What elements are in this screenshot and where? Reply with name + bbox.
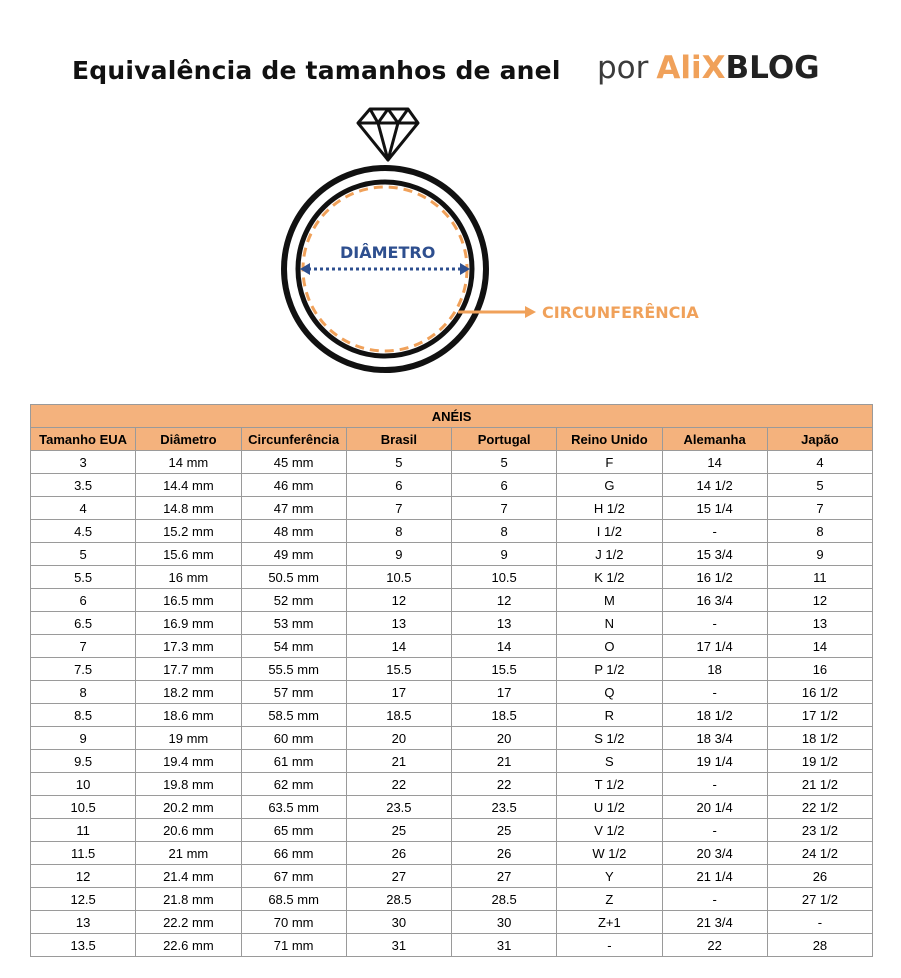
table-cell: 23 1/2	[767, 819, 872, 842]
table-cell: 30	[452, 911, 557, 934]
table-cell: 12.5	[31, 888, 136, 911]
table-row	[31, 796, 873, 819]
table-cell: 8	[31, 681, 136, 704]
table-cell: 7.5	[31, 658, 136, 681]
brand-logo	[597, 50, 820, 86]
table-cell: 14	[452, 635, 557, 658]
table-cell: I 1/2	[557, 520, 662, 543]
table-cell: 7	[31, 635, 136, 658]
table-cell: 19 1/2	[767, 750, 872, 773]
table-cell: R	[557, 704, 662, 727]
table-cell: 22	[452, 773, 557, 796]
table-cell: -	[767, 911, 872, 934]
table-cell: 28	[767, 934, 872, 957]
table-cell: 20 1/4	[662, 796, 767, 819]
ring-diagram	[0, 100, 901, 390]
table-cell: 9.5	[31, 750, 136, 773]
table-cell: 31	[346, 934, 451, 957]
table-cell: 16.9 mm	[136, 612, 241, 635]
table-cell: 12	[346, 589, 451, 612]
table-cell: P 1/2	[557, 658, 662, 681]
table-cell: 58.5 mm	[241, 704, 346, 727]
diameter-arrow	[300, 263, 470, 275]
table-cell: 22	[662, 934, 767, 957]
table-cell: 10.5	[346, 566, 451, 589]
table-cell: W 1/2	[557, 842, 662, 865]
table-cell: 5	[346, 451, 451, 474]
table-cell: 20 3/4	[662, 842, 767, 865]
table-cell: 16	[767, 658, 872, 681]
table-cell: 17	[452, 681, 557, 704]
table-cell: 10	[31, 773, 136, 796]
table-cell: 8	[452, 520, 557, 543]
table-cell: 8	[346, 520, 451, 543]
table-cell: 18 1/2	[662, 704, 767, 727]
table-cell: 27	[346, 865, 451, 888]
table-cell: 31	[452, 934, 557, 957]
table-cell: 7	[767, 497, 872, 520]
table-cell: 62 mm	[241, 773, 346, 796]
column-header: Circunferência	[241, 428, 346, 451]
table-cell: 21 1/2	[767, 773, 872, 796]
column-header: Reino Unido	[557, 428, 662, 451]
table-cell: 10.5	[31, 796, 136, 819]
table-cell: 52 mm	[241, 589, 346, 612]
table-cell: K 1/2	[557, 566, 662, 589]
table-cell: 60 mm	[241, 727, 346, 750]
table-cell: 12	[452, 589, 557, 612]
table-cell: 4	[31, 497, 136, 520]
table-cell: 22.6 mm	[136, 934, 241, 957]
table-cell: Z+1	[557, 911, 662, 934]
table-cell: 21 3/4	[662, 911, 767, 934]
table-cell: 27 1/2	[767, 888, 872, 911]
table-cell: 18	[662, 658, 767, 681]
table-cell: 14	[767, 635, 872, 658]
table-cell: 22	[346, 773, 451, 796]
table-cell: 7	[346, 497, 451, 520]
diamond-icon	[358, 109, 418, 160]
table-cell: 15.6 mm	[136, 543, 241, 566]
table-cell: 23.5	[346, 796, 451, 819]
table-cell: 21 mm	[136, 842, 241, 865]
table-row	[31, 727, 873, 750]
table-cell: 20	[346, 727, 451, 750]
column-header: Brasil	[346, 428, 451, 451]
header	[0, 50, 901, 100]
table-cell: 19 1/4	[662, 750, 767, 773]
table-cell: 16 mm	[136, 566, 241, 589]
table-cell: 23.5	[452, 796, 557, 819]
table-cell: 55.5 mm	[241, 658, 346, 681]
table-cell: 12	[767, 589, 872, 612]
table-cell: 26	[346, 842, 451, 865]
table-cell: 20.6 mm	[136, 819, 241, 842]
table-cell: 17.7 mm	[136, 658, 241, 681]
table-cell: -	[662, 681, 767, 704]
table-cell: 6	[346, 474, 451, 497]
table-cell: 25	[452, 819, 557, 842]
table-cell: 21	[346, 750, 451, 773]
table-cell: 8.5	[31, 704, 136, 727]
table-cell: 8	[767, 520, 872, 543]
table-row	[31, 819, 873, 842]
group-header: ANÉIS	[31, 405, 873, 428]
table-cell: 14.8 mm	[136, 497, 241, 520]
table-cell: 16 1/2	[662, 566, 767, 589]
brand-alix: AliX	[656, 50, 726, 86]
table-cell: 48 mm	[241, 520, 346, 543]
table-cell: 20	[452, 727, 557, 750]
table-cell: 16.5 mm	[136, 589, 241, 612]
table-row	[31, 612, 873, 635]
table-cell: 9	[767, 543, 872, 566]
table-cell: 28.5	[452, 888, 557, 911]
table-cell: 27	[452, 865, 557, 888]
table-row	[31, 750, 873, 773]
table-row	[31, 911, 873, 934]
table-cell: -	[662, 612, 767, 635]
table-group-header-row	[31, 405, 873, 428]
table-cell: 5	[767, 474, 872, 497]
table-cell: 4	[767, 451, 872, 474]
table-cell: 50.5 mm	[241, 566, 346, 589]
table-cell: 61 mm	[241, 750, 346, 773]
table-column-header-row	[31, 428, 873, 451]
table-cell: 9	[31, 727, 136, 750]
table-cell: 13	[767, 612, 872, 635]
table-cell: 18.5	[346, 704, 451, 727]
table-cell: H 1/2	[557, 497, 662, 520]
table-cell: 14.4 mm	[136, 474, 241, 497]
table-cell: 47 mm	[241, 497, 346, 520]
table-row	[31, 681, 873, 704]
table-cell: -	[662, 773, 767, 796]
ring-size-table	[30, 404, 873, 957]
table-row	[31, 497, 873, 520]
table-cell: 68.5 mm	[241, 888, 346, 911]
table-cell: Q	[557, 681, 662, 704]
table-cell: -	[662, 888, 767, 911]
brand-por: por	[597, 50, 649, 86]
table-cell: 63.5 mm	[241, 796, 346, 819]
table-cell: 16 3/4	[662, 589, 767, 612]
table-cell: 14 mm	[136, 451, 241, 474]
table-cell: 9	[346, 543, 451, 566]
table-cell: S 1/2	[557, 727, 662, 750]
table-cell: 19.4 mm	[136, 750, 241, 773]
table-cell: 26	[452, 842, 557, 865]
table-cell: 65 mm	[241, 819, 346, 842]
table-row	[31, 704, 873, 727]
table-cell: 46 mm	[241, 474, 346, 497]
table-cell: 24 1/2	[767, 842, 872, 865]
column-header: Tamanho EUA	[31, 428, 136, 451]
table-cell: J 1/2	[557, 543, 662, 566]
table-cell: F	[557, 451, 662, 474]
table-row	[31, 451, 873, 474]
table-cell: 19.8 mm	[136, 773, 241, 796]
table-row	[31, 865, 873, 888]
table-cell: 12	[31, 865, 136, 888]
column-header: Diâmetro	[136, 428, 241, 451]
table-cell: 4.5	[31, 520, 136, 543]
table-cell: 49 mm	[241, 543, 346, 566]
table-cell: 18.2 mm	[136, 681, 241, 704]
table-row	[31, 543, 873, 566]
table-cell: 21.8 mm	[136, 888, 241, 911]
table-row	[31, 474, 873, 497]
table-cell: U 1/2	[557, 796, 662, 819]
table-row	[31, 842, 873, 865]
table-cell: 14	[662, 451, 767, 474]
table-cell: 14	[346, 635, 451, 658]
table-cell: O	[557, 635, 662, 658]
page-title: Equivalência de tamanhos de anel	[72, 56, 561, 85]
table-cell: 20.2 mm	[136, 796, 241, 819]
table-cell: 66 mm	[241, 842, 346, 865]
table-cell: Y	[557, 865, 662, 888]
table-cell: 6	[452, 474, 557, 497]
table-body	[31, 451, 873, 957]
table-cell: 15.2 mm	[136, 520, 241, 543]
table-row	[31, 888, 873, 911]
table-cell: 18 1/2	[767, 727, 872, 750]
table-cell: 3	[31, 451, 136, 474]
table-cell: 18 3/4	[662, 727, 767, 750]
table-cell: Z	[557, 888, 662, 911]
table-cell: 6	[31, 589, 136, 612]
table-cell: -	[557, 934, 662, 957]
table-cell: 25	[346, 819, 451, 842]
table-cell: 18.6 mm	[136, 704, 241, 727]
table-cell: 13	[346, 612, 451, 635]
brand-blog: BLOG	[725, 50, 820, 86]
table-cell: 67 mm	[241, 865, 346, 888]
table-cell: 11	[31, 819, 136, 842]
table-cell: 10.5	[452, 566, 557, 589]
table-cell: 21	[452, 750, 557, 773]
table-cell: 17	[346, 681, 451, 704]
table-cell: 26	[767, 865, 872, 888]
table-cell: 11	[767, 566, 872, 589]
table-cell: 15.5	[346, 658, 451, 681]
table-cell: 11.5	[31, 842, 136, 865]
table-cell: T 1/2	[557, 773, 662, 796]
circumference-arrow	[458, 306, 536, 318]
table-cell: 19 mm	[136, 727, 241, 750]
diameter-label: DIÂMETRO	[340, 243, 436, 262]
table-cell: 7	[452, 497, 557, 520]
table-cell: 15 3/4	[662, 543, 767, 566]
table-cell: S	[557, 750, 662, 773]
table-cell: 15.5	[452, 658, 557, 681]
circumference-label: CIRCUNFERÊNCIA	[542, 303, 699, 322]
table-row	[31, 589, 873, 612]
table-cell: M	[557, 589, 662, 612]
table-row	[31, 635, 873, 658]
table-cell: 3.5	[31, 474, 136, 497]
table-cell: G	[557, 474, 662, 497]
table-row	[31, 773, 873, 796]
table-cell: 57 mm	[241, 681, 346, 704]
table-cell: 13.5	[31, 934, 136, 957]
table-cell: 28.5	[346, 888, 451, 911]
table-cell: 21.4 mm	[136, 865, 241, 888]
table-cell: 5	[31, 543, 136, 566]
table-cell: 17 1/4	[662, 635, 767, 658]
table-cell: 53 mm	[241, 612, 346, 635]
table-cell: 71 mm	[241, 934, 346, 957]
table-cell: 45 mm	[241, 451, 346, 474]
table-cell: 70 mm	[241, 911, 346, 934]
table-cell: 16 1/2	[767, 681, 872, 704]
table-cell: 17 1/2	[767, 704, 872, 727]
table-cell: 5	[452, 451, 557, 474]
table-cell: 13	[31, 911, 136, 934]
table-cell: 9	[452, 543, 557, 566]
column-header: Japão	[767, 428, 872, 451]
table-row	[31, 520, 873, 543]
ring-diagram-graphic	[0, 100, 901, 390]
table-cell: N	[557, 612, 662, 635]
table-cell: 5.5	[31, 566, 136, 589]
table-row	[31, 566, 873, 589]
table-row	[31, 934, 873, 957]
table-cell: 15 1/4	[662, 497, 767, 520]
table-cell: 22 1/2	[767, 796, 872, 819]
table-cell: -	[662, 819, 767, 842]
table-cell: V 1/2	[557, 819, 662, 842]
table-cell: 6.5	[31, 612, 136, 635]
column-header: Portugal	[452, 428, 557, 451]
table-cell: 54 mm	[241, 635, 346, 658]
table-cell: 17.3 mm	[136, 635, 241, 658]
table-cell: -	[662, 520, 767, 543]
table-cell: 30	[346, 911, 451, 934]
table-cell: 18.5	[452, 704, 557, 727]
column-header: Alemanha	[662, 428, 767, 451]
table-cell: 22.2 mm	[136, 911, 241, 934]
table-cell: 21 1/4	[662, 865, 767, 888]
table-row	[31, 658, 873, 681]
table-cell: 13	[452, 612, 557, 635]
table-cell: 14 1/2	[662, 474, 767, 497]
